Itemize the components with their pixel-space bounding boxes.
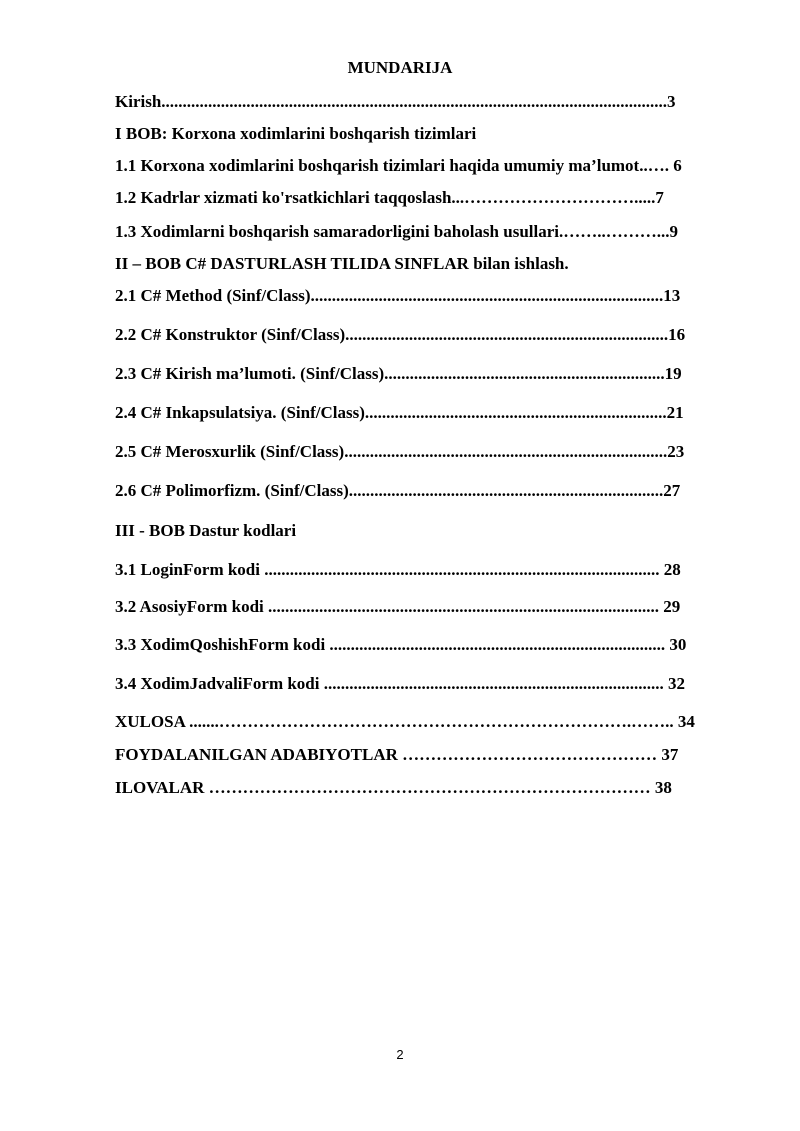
toc-entry-conclusion: XULOSA .......……………………………………………………………….…….. 34 (115, 712, 695, 731)
toc-entry-references: FOYDALANILGAN ADABIYOTLAR ……………………………………… 37 (115, 745, 679, 764)
toc-entry-1-1: 1.1 Korxona xodimlarini boshqarish tizimlari haqida umumiy ma’lumot..…. 6 (115, 156, 682, 175)
page-number: 2 (396, 1047, 404, 1062)
toc-entry-2-2: 2.2 C# Konstruktor (Sinf/Class)............................................................................16 (115, 325, 686, 344)
toc-entry-2-6: 2.6 C# Polimorfizm. (Sinf/Class)..........................................................................27 (115, 481, 681, 500)
toc-entry-3-3: 3.3 XodimQoshishForm kodi ............................................................................... 30 (115, 635, 687, 654)
toc-entry-2-3: 2.3 C# Kirish ma’lumoti. (Sinf/Class)..................................................................19 (115, 364, 682, 383)
toc-entry-3-4: 3.4 XodimJadvaliForm kodi ................................................................................ 32 (115, 674, 685, 693)
toc-entry-1-3: 1.3 Xodimlarni boshqarish samaradorligini baholash usullari.……..………...9 (115, 222, 678, 241)
toc-entry-2-5: 2.5 C# Merosxurlik (Sinf/Class)............................................................................23 (115, 442, 685, 461)
toc-chapter-2-heading: II – BOB C# DASTURLASH TILIDA SINFLAR bilan ishlash. (115, 254, 569, 273)
toc-chapter-3-heading: III - BOB Dastur kodlari (115, 521, 297, 540)
toc-entry-3-1: 3.1 LoginForm kodi ............................................................................................. 28 (115, 560, 681, 579)
toc-title: MUNDARIJA (347, 58, 453, 77)
toc-entry-2-1: 2.1 C# Method (Sinf/Class)...................................................................................13 (115, 286, 681, 305)
toc-entry-3-2: 3.2 AsosiyForm kodi ............................................................................................ 29 (115, 597, 681, 616)
toc-entry-2-4: 2.4 C# Inkapsulatsiya. (Sinf/Class).......................................................................21 (115, 403, 684, 422)
toc-entry-introduction: Kirish.......................................................................................................................3 (115, 92, 676, 111)
toc-entry-appendices: ILOVALAR …………………………………………………………………… 38 (115, 778, 672, 797)
toc-chapter-1-heading: I BOB: Korxona xodimlarini boshqarish tizimlari (115, 124, 477, 143)
toc-entry-1-2: 1.2 Kadrlar xizmati ko'rsatkichlari taqqoslash...………………………….....7 (115, 188, 664, 207)
